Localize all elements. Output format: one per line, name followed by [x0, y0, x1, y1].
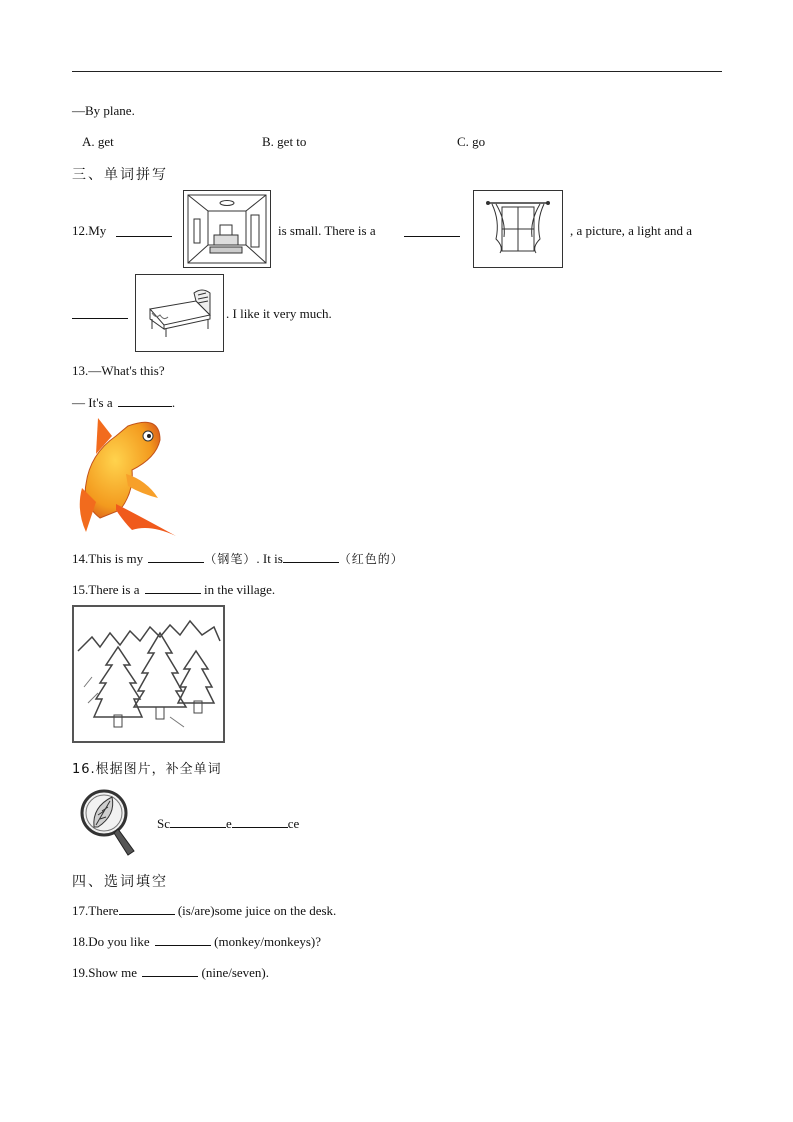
forest-image: [72, 605, 225, 743]
q13-question: 13.—What's this?: [72, 363, 165, 378]
q16-part-2: e: [226, 816, 232, 831]
answer-line: —By plane.: [72, 103, 135, 118]
q16-part-1: Sc: [157, 816, 170, 831]
q18-blank[interactable]: [155, 934, 211, 946]
bedroom-image: [183, 190, 271, 268]
q12-blank-3[interactable]: [72, 307, 128, 319]
section-4-title: 四、选词填空: [72, 874, 168, 890]
goldfish-image: [76, 414, 182, 542]
q12-prefix: 12.My: [72, 223, 107, 238]
option-b[interactable]: B. get to: [262, 134, 307, 149]
q17-line: [72, 903, 336, 919]
q16-title: 16.根据图片，补全单词: [72, 762, 222, 777]
q17-prefix: 17.There: [72, 903, 119, 918]
magnifier-leaf-image: [72, 783, 156, 863]
q12-middle-2: , a picture, a light and a: [570, 223, 693, 238]
section-3-title: 三、单词拼写: [72, 167, 168, 183]
q18-line: [72, 934, 321, 950]
q12-blank-1[interactable]: [116, 225, 172, 237]
q17-blank[interactable]: [119, 903, 175, 915]
q19-suffix: (nine/seven).: [201, 965, 270, 980]
q19-prefix: 19.Show me: [72, 965, 137, 980]
q14-line: [72, 550, 404, 567]
q16-part-3: ce: [287, 816, 300, 831]
q16-blank-2[interactable]: [232, 816, 288, 828]
q15-prefix: 15.There is a: [72, 582, 140, 597]
q13-answer-prefix: — It's a: [72, 395, 113, 410]
q17-suffix: (is/are)some juice on the desk.: [177, 903, 337, 918]
bed-image: [135, 274, 224, 352]
q14-hint-2: （红色的）: [338, 552, 404, 566]
q13-blank[interactable]: [118, 395, 172, 407]
q14-prefix: 14.This is my: [72, 551, 144, 566]
q12-blank-2[interactable]: [404, 225, 460, 237]
window-curtain-image: [473, 190, 563, 268]
q18-prefix: 18.Do you like: [72, 934, 150, 949]
q15-line: [72, 582, 275, 598]
q14-blank-2[interactable]: [283, 551, 339, 563]
option-a[interactable]: A. get: [82, 134, 114, 149]
header-rule: [72, 71, 722, 72]
q12-middle-1: is small. There is a: [278, 223, 376, 238]
q14-middle: . It is: [256, 551, 283, 566]
q16-blank-1[interactable]: [170, 816, 226, 828]
option-c[interactable]: C. go: [457, 134, 486, 149]
q16-word: [157, 816, 299, 832]
q18-suffix: (monkey/monkeys)?: [214, 934, 322, 949]
q19-line: [72, 965, 269, 981]
q14-blank-1[interactable]: [148, 551, 204, 563]
q14-hint-1: （钢笔）: [204, 552, 257, 566]
q13-answer: — It's a .: [72, 395, 176, 410]
q19-blank[interactable]: [142, 965, 198, 977]
q15-suffix: in the village.: [204, 582, 276, 597]
q12-end: . I like it very much.: [226, 306, 332, 321]
q15-blank[interactable]: [145, 582, 201, 594]
